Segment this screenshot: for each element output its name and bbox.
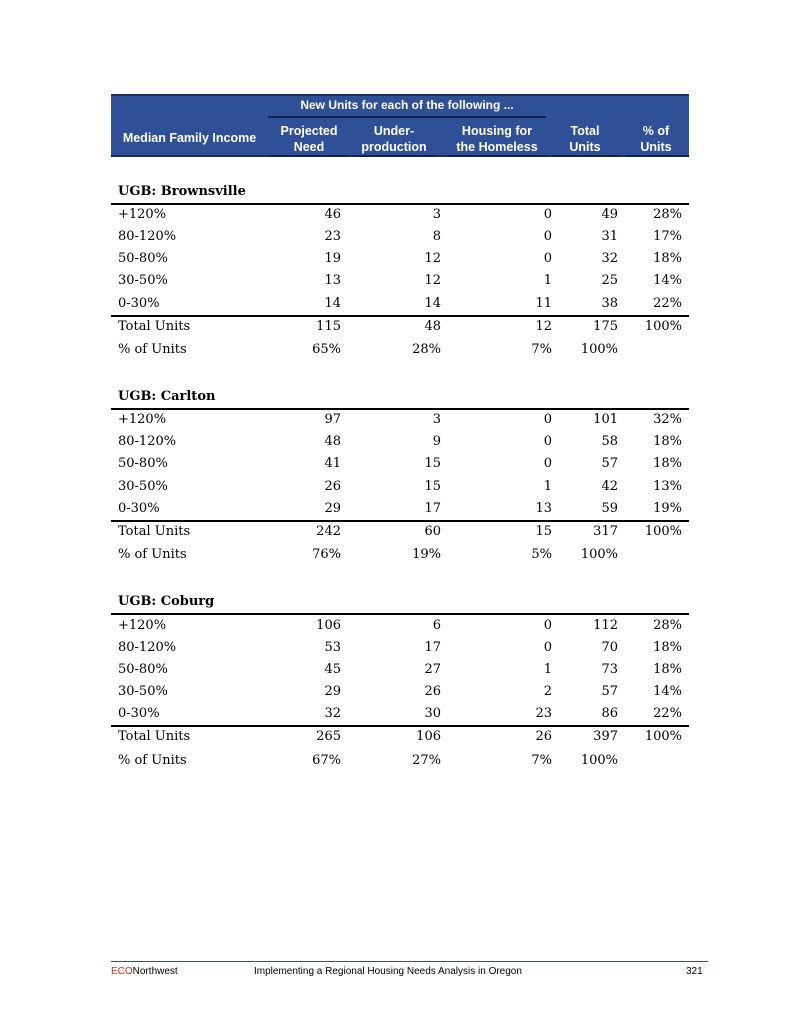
table-row <box>111 296 689 316</box>
header-total-line2: Units <box>569 140 601 154</box>
cell-projected: 26 <box>324 479 341 494</box>
cell-under: 19% <box>412 547 441 562</box>
header-pct-units <box>626 123 686 155</box>
cell-projected: 23 <box>324 229 341 244</box>
cell-total: 112 <box>593 618 618 633</box>
table-row <box>111 706 689 726</box>
cell-projected: 32 <box>324 706 341 721</box>
cell-total: 70 <box>601 640 618 655</box>
cell-total: 86 <box>601 706 618 721</box>
cell-pct: 100% <box>644 729 682 744</box>
cell-under: 14 <box>424 296 441 311</box>
cell-homeless: 0 <box>543 251 552 266</box>
section-rule <box>111 408 689 410</box>
cell-under: 15 <box>424 456 441 471</box>
cell-total: 42 <box>601 479 618 494</box>
total-row <box>111 729 689 749</box>
row-label: +120% <box>118 618 167 633</box>
cell-projected: 19 <box>324 251 341 266</box>
cell-homeless: 13 <box>535 501 552 516</box>
total-rule <box>111 520 689 522</box>
cell-projected: 97 <box>324 412 341 427</box>
section-rule <box>111 203 689 205</box>
total-row <box>111 319 689 339</box>
header-underproduction <box>352 123 436 155</box>
table-row <box>111 662 689 682</box>
cell-total: 38 <box>601 296 618 311</box>
header-under-line2: production <box>361 140 427 154</box>
cell-under: 8 <box>432 229 441 244</box>
share-row <box>111 547 689 567</box>
row-label: +120% <box>118 412 167 427</box>
table-row <box>111 456 689 476</box>
header-projected-line2: Need <box>293 140 325 154</box>
total-row <box>111 524 689 544</box>
cell-under: 17 <box>424 501 441 516</box>
cell-pct: 22% <box>653 296 682 311</box>
cell-pct: 18% <box>653 640 682 655</box>
cell-projected: 14 <box>324 296 341 311</box>
cell-pct: 14% <box>653 684 682 699</box>
table-row <box>111 251 689 271</box>
cell-pct: 22% <box>653 706 682 721</box>
row-label: +120% <box>118 207 167 222</box>
cell-homeless: 0 <box>543 229 552 244</box>
cell-projected: 115 <box>316 319 341 334</box>
header-underline-projected <box>270 155 348 157</box>
footer-rule <box>111 961 708 962</box>
table-row <box>111 618 689 638</box>
cell-homeless: 12 <box>535 319 552 334</box>
cell-pct: 100% <box>644 319 682 334</box>
cell-projected: 46 <box>324 207 341 222</box>
table-row <box>111 434 689 454</box>
cell-homeless: 0 <box>543 640 552 655</box>
header-housing-homeless <box>448 123 546 155</box>
row-label: % of Units <box>118 547 187 562</box>
header-underline-pct <box>626 155 689 157</box>
cell-projected: 106 <box>316 618 341 633</box>
header-total-line1: Total <box>570 124 600 138</box>
total-rule <box>111 725 689 727</box>
brand-eco: ECO <box>111 966 133 977</box>
table-row <box>111 479 689 499</box>
row-label: % of Units <box>118 342 187 357</box>
cell-total: 100% <box>580 753 618 768</box>
row-label: Total Units <box>118 319 191 334</box>
table-row <box>111 412 689 432</box>
cell-under: 30 <box>424 706 441 721</box>
cell-under: 9 <box>432 434 441 449</box>
cell-total: 100% <box>580 547 618 562</box>
cell-homeless: 1 <box>543 479 552 494</box>
cell-homeless: 2 <box>543 684 552 699</box>
cell-homeless: 15 <box>535 524 552 539</box>
cell-total: 317 <box>593 524 618 539</box>
share-row <box>111 753 689 773</box>
cell-total: 397 <box>593 729 618 744</box>
cell-total: 175 <box>593 319 618 334</box>
section-title-brownsville: UGB: Brownsville <box>118 184 246 199</box>
cell-total: 57 <box>601 456 618 471</box>
row-label: % of Units <box>118 753 187 768</box>
cell-total: 49 <box>601 207 618 222</box>
header-pct-line2: Units <box>640 140 672 154</box>
header-underline-total <box>552 155 618 157</box>
cell-homeless: 0 <box>543 434 552 449</box>
cell-under: 17 <box>424 640 441 655</box>
header-group-label: New Units for each of the following ... <box>300 98 514 112</box>
cell-under: 15 <box>424 479 441 494</box>
cell-total: 58 <box>601 434 618 449</box>
cell-total: 32 <box>601 251 618 266</box>
cell-under: 26 <box>424 684 441 699</box>
cell-pct: 32% <box>653 412 682 427</box>
cell-total: 101 <box>593 412 618 427</box>
total-rule <box>111 315 689 317</box>
cell-projected: 65% <box>312 342 341 357</box>
header-underline-under <box>352 155 436 157</box>
header-projected-need <box>270 123 348 155</box>
table-row <box>111 640 689 660</box>
footer-title: Implementing a Regional Housing Needs Analysis in Oregon <box>254 966 522 977</box>
header-projected-line1: Projected <box>280 124 338 138</box>
cell-homeless: 23 <box>535 706 552 721</box>
cell-total: 31 <box>601 229 618 244</box>
cell-under: 48 <box>424 319 441 334</box>
row-label: 0-30% <box>118 706 160 721</box>
cell-under: 3 <box>432 412 441 427</box>
cell-homeless: 0 <box>543 618 552 633</box>
cell-homeless: 1 <box>543 273 552 288</box>
row-label: 50-80% <box>118 251 168 266</box>
share-row <box>111 342 689 362</box>
cell-projected: 53 <box>324 640 341 655</box>
cell-projected: 265 <box>316 729 341 744</box>
header-under-line1: Under- <box>373 124 415 138</box>
brand-northwest: Northwest <box>132 966 178 977</box>
page-number: 321 <box>686 966 703 977</box>
cell-homeless: 0 <box>543 412 552 427</box>
row-label: 30-50% <box>118 479 168 494</box>
cell-under: 27 <box>424 662 441 677</box>
header-homeless-line1: Housing for <box>461 124 533 138</box>
row-label: 80-120% <box>118 434 177 449</box>
section-rule <box>111 613 689 615</box>
cell-pct: 28% <box>653 618 682 633</box>
cell-under: 27% <box>412 753 441 768</box>
cell-under: 3 <box>432 207 441 222</box>
cell-under: 28% <box>412 342 441 357</box>
cell-homeless: 26 <box>535 729 552 744</box>
table-row <box>111 229 689 249</box>
header-group-rule <box>268 116 546 118</box>
cell-homeless: 7% <box>531 342 552 357</box>
row-label: 80-120% <box>118 640 177 655</box>
cell-under: 12 <box>424 251 441 266</box>
cell-total: 100% <box>580 342 618 357</box>
cell-projected: 41 <box>324 456 341 471</box>
header-total-units <box>552 123 618 155</box>
cell-under: 12 <box>424 273 441 288</box>
row-label: 0-30% <box>118 501 160 516</box>
cell-homeless: 11 <box>535 296 552 311</box>
cell-total: 57 <box>601 684 618 699</box>
cell-under: 60 <box>424 524 441 539</box>
cell-pct: 18% <box>653 662 682 677</box>
cell-homeless: 7% <box>531 753 552 768</box>
cell-under: 6 <box>432 618 441 633</box>
row-label: Total Units <box>118 729 191 744</box>
cell-pct: 18% <box>653 456 682 471</box>
cell-pct: 13% <box>653 479 682 494</box>
header-homeless-line2: the Homeless <box>456 140 538 154</box>
row-label: 0-30% <box>118 296 160 311</box>
cell-projected: 29 <box>324 501 341 516</box>
footer-brand <box>111 966 178 977</box>
cell-homeless: 5% <box>531 547 552 562</box>
cell-pct: 14% <box>653 273 682 288</box>
row-label: Total Units <box>118 524 191 539</box>
table-row <box>111 273 689 293</box>
row-label: 80-120% <box>118 229 177 244</box>
cell-pct: 18% <box>653 434 682 449</box>
section-title-coburg: UGB: Coburg <box>118 594 215 609</box>
row-label: 30-50% <box>118 273 168 288</box>
cell-total: 59 <box>601 501 618 516</box>
cell-pct: 28% <box>653 207 682 222</box>
row-label: 50-80% <box>118 662 168 677</box>
cell-homeless: 0 <box>543 456 552 471</box>
cell-homeless: 0 <box>543 207 552 222</box>
cell-pct: 100% <box>644 524 682 539</box>
cell-projected: 242 <box>316 524 341 539</box>
table-row <box>111 684 689 704</box>
header-pct-line1: % of <box>642 124 670 138</box>
row-label: 30-50% <box>118 684 168 699</box>
cell-projected: 29 <box>324 684 341 699</box>
header-median-family-income: Median Family Income <box>122 131 257 145</box>
cell-homeless: 1 <box>543 662 552 677</box>
row-label: 50-80% <box>118 456 168 471</box>
cell-total: 25 <box>601 273 618 288</box>
cell-pct: 18% <box>653 251 682 266</box>
cell-projected: 45 <box>324 662 341 677</box>
table-row <box>111 501 689 521</box>
header-underline-homeless <box>448 155 546 157</box>
section-title-carlton: UGB: Carlton <box>118 389 216 404</box>
cell-under: 106 <box>416 729 441 744</box>
cell-total: 73 <box>601 662 618 677</box>
cell-projected: 48 <box>324 434 341 449</box>
cell-pct: 19% <box>653 501 682 516</box>
cell-pct: 17% <box>653 229 682 244</box>
cell-projected: 13 <box>324 273 341 288</box>
cell-projected: 76% <box>312 547 341 562</box>
cell-projected: 67% <box>312 753 341 768</box>
table-row <box>111 207 689 227</box>
